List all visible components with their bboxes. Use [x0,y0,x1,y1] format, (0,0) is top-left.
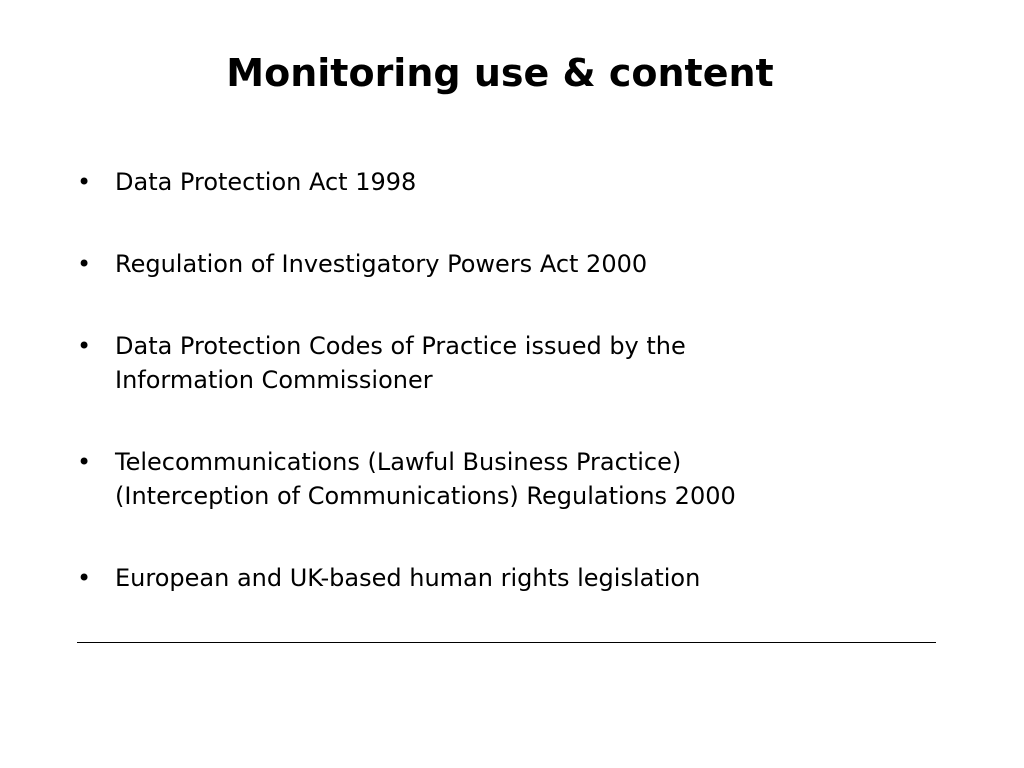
slide-title: Monitoring use & content [226,51,774,95]
divider-line [77,642,936,643]
bullet-icon: • [77,564,92,592]
bullet-list [77,165,957,595]
bullet-text-line-1: European and UK-based human rights legislation [115,564,701,592]
list-item [77,561,957,595]
bullet-icon: • [77,448,92,476]
bullet-icon: • [77,250,92,278]
bullet-icon: • [77,332,92,360]
list-item [77,165,957,199]
bullet-text-line-2: (Interception of Communications) Regulations 2000 [115,482,736,510]
list-item [77,329,957,397]
bullet-text-line-2: Information Commissioner [115,366,433,394]
bullet-text-line-1: Data Protection Codes of Practice issued by the [115,332,686,360]
bullet-icon: • [77,168,92,196]
bullet-text-line-1: Telecommunications (Lawful Business Practice) [115,448,682,476]
bullet-text-line-1: Regulation of Investigatory Powers Act 2000 [115,250,648,278]
list-item [77,445,957,513]
bullet-text-line-1: Data Protection Act 1998 [115,168,417,196]
list-item [77,247,957,281]
